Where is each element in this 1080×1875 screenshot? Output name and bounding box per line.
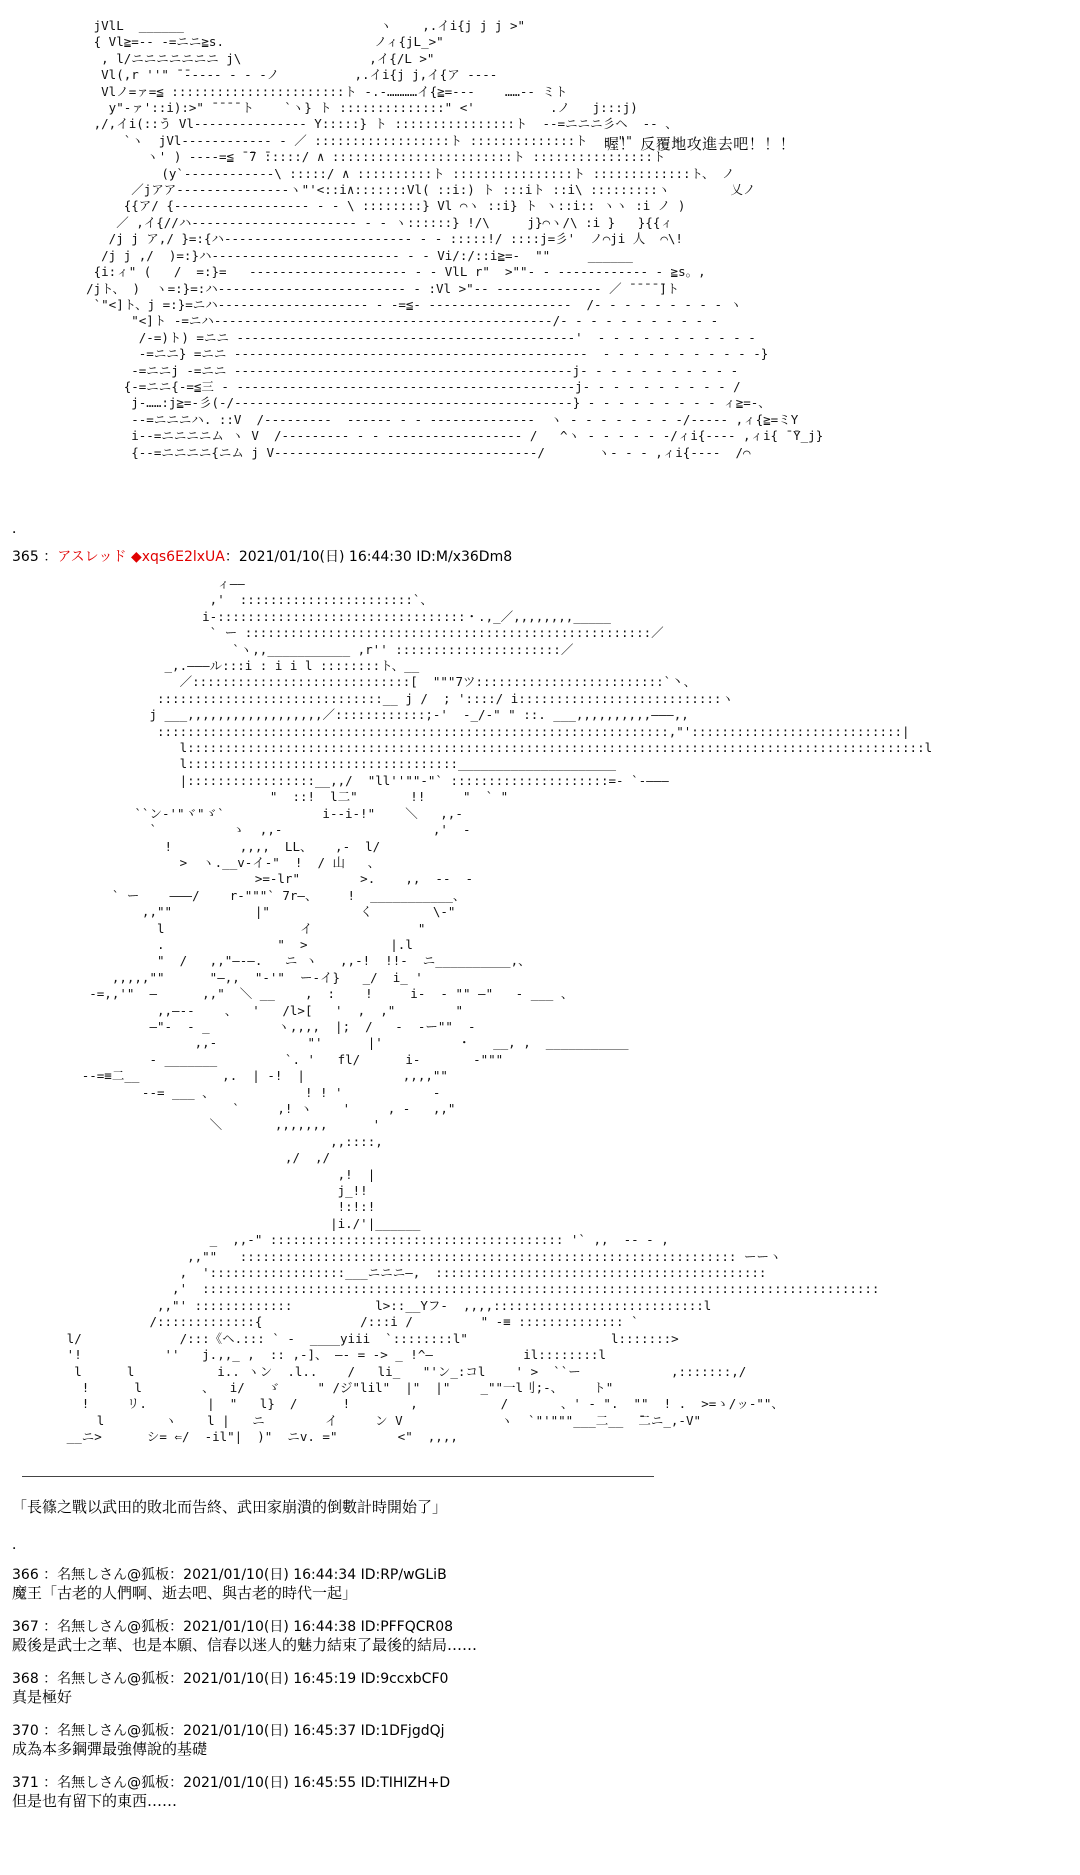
post-number: 365 xyxy=(12,549,39,565)
post-body-368: 真是極好 xyxy=(12,1688,73,1706)
post-body-366: 魔王「古老的人們啊、逝去吧、與古老的時代一起」 xyxy=(12,1584,358,1602)
post-header-370: 370 ：名無しさん@狐板：2021/01/10(日) 16:45:37 ID:1DFjgdQj xyxy=(12,1723,445,1739)
post-id: ID:M/x36Dm8 xyxy=(416,549,513,565)
divider-line xyxy=(22,1476,654,1477)
post-body-371: 但是也有留下的東西…… xyxy=(12,1792,178,1810)
art-shout-text: 喔！ 反覆地攻進去吧！！！ xyxy=(604,135,796,153)
post-body-367: 殿後是武士之華、也是本願、信春以迷人的魅力結束了最後的結局…… xyxy=(12,1636,478,1654)
post-header-371: 371 ：名無しさん@狐板：2021/01/10(日) 16:45:55 ID:TIHIZH+D xyxy=(12,1775,451,1791)
separator-dot: ． xyxy=(12,521,26,537)
post-header-365: 365 ：アスレッド ◆xqs6E2lxUA：2021/01/10(日) 16:44:30 ID:M/x36Dm8 xyxy=(12,549,513,565)
ascii-art-dissolving-figure: ィ—— ,' :::::::::::::::::::::::`、 i-:::::::::::::::::::::::::::::::::・.,_／,,,,,,,,_____ ` ー ::::::::::::::::::::::::::::::::::::::::::::::::::::::／ `ヽ,,___________ ,r'' ::::::::::::::::::::::／ _,.———ル:::i : i i l ::::::::ト、__ ／:::::::::::::::::::::::::::::[ """7ツ:::::::::::::::::::::::::`丶、 ::::::::::::::::::::::::::::::__ j / ; '::::/ i:::::::::::::::::::::::::::ヽ j ___,,,,,,,,,,,,,,,,,,／::::::::::::;-' -_/-" " ::. ___,,,,,,,,,,———,, ::::::::::::::::::::::::::::::::::::::::::::::::::::::::::::::::::::,"'::::::::::::::::::::::::::::| l::::::::::::::::::::::::::::::::::::::::::::::::::::::::::::::::::::::::::::::::::::::::::::::::::l l::::::::::::::::::::::::::::::::::::_____________________ |:::::::::::::::::__,,/ "ll''""-"` :::::::::::::::::::::=- `-——— " ::! l二" !! " ` " ``ン-'"ヾ"ゞ` i--i-!" ＼ ,,- ` ゝ ,,- ,' - ! ,,,, LL、 ,- l/ > ヽ.__v-イ-" ! / 山 、 >=-lr" >. ,, -- - ` ー ———/ r-"""` 7r—、 ! ___________、 ,,"" |" く \-" l イ " . " > |.l " / ,,"—-—. ニ ヽ ,,-! !!- ニ__________,、 ,,,,,"" "—,, "-'" ー-イ} _/ i_ ' -=,,'" — ,," ＼ __ , : ! i- - "" —" - ___ 、 ,,—-- 、 ' /l>[ ' , ," " —"- - _ ヽ,,,, |; / - -ー"" - ,,- "' |' ・ __, , ___________ - _______ `. ' fl/ i- -""" --=≡二__ ,. | -! | ,,,,"" --= ___ 、 ! ! ' - ` ,! ヽ ' , - ,," ＼ ,,,,,,, ' ,,::::, ,/ ,/ ,! | j_!! !:!:! |i./'|______ _ ,,-" ::::::::::::::::::::::::::::::::::::::: '` ,, -- - , ,,"" :::::::::::::::::::::::::::::::::::::::::::::::::::::::::::::::::: ーーヽ , '::::::::::::::::::___ニニニ—, :::::::::::::::::::::::::::::::::::::::::::: ,' :::::::::::::::::::::::::::::::::::::::::::::::::::::::::::::::::::::::::::::::::::::::::: ,,"' ::::::::::::: l>::__Yフ- ,,,,::::::::::::::::::::::::::::l /:::::::::::::{ /:::i / " -≡ :::::::::::::: ` l/ /:::《ヘ.::: ` - ____yiii `::::::::l" l:::::::> '! '' j.,,_ , :: ,-]、 —- = -> _ !^— il::::::::l l l i.. ヽン .l.. / li_ "'ン_:コl ' > ``ー ,:::::::,/ ! l 、 i/ ゞ " /ジ"lil" |" |" _""一l刂;-、 ト" ! リ. | " l} / ! , / 、' - ". "" ! . >=ゝ/ッ-""、 l ヽ l | ニ イ ン V ヽ `"'"""___二__ ̄二ニ_,-V" __ニ> シ= ⇐/ -il"| )" ニv. =" <" ,,,, xyxy=(66,576,933,1445)
post-separator: ： xyxy=(43,549,58,565)
poster-name[interactable]: アスレッド xyxy=(57,549,127,565)
separator-dot: ． xyxy=(12,1537,26,1553)
post-body-370: 成為本多鋼彈最強傳說的基礎 xyxy=(12,1740,208,1758)
post-date: 2021/01/10(日) 16:44:30 xyxy=(238,549,412,565)
narration-caption: 「長篠之戰以武田的敗北而告終、武田家崩潰的倒數計時開始了」 xyxy=(12,1498,448,1516)
post-header-366: 366 ：名無しさん@狐板：2021/01/10(日) 16:44:34 ID:RP/wGLiB xyxy=(12,1567,447,1583)
post-header-367: 367 ：名無しさん@狐板：2021/01/10(日) 16:44:38 ID:PFFQCR08 xyxy=(12,1619,454,1635)
poster-trip: ◆xqs6E2lxUA xyxy=(130,549,225,565)
post-header-368: 368 ：名無しさん@狐板：2021/01/10(日) 16:45:19 ID:9ccxbCF0 xyxy=(12,1671,449,1687)
ascii-art-armored-warrior: jVlL ______ ヽ ,.イi{j j j >" { Vl≧=-- -=ニニ≧s. ノィ{jL_>" , l/ニニニニニニニ j\ ,イ{/L >" Vl(,r ''" ̄ ̄----- - - -ノ ,.イi{j j,イ{ア ---- Vlノ=ァ=≦ :::::::::::::::::::::::ト -.-…………イ{≧=--- ……-- ミト y"-ァ'::i):>" ̄ ̄ ̄ ̄ ト `ヽ} ト ::::::::::::::" <' .ノ j:::j) ,/,イi(::う Vl--------------- Y:::::} ト ::::::::::::::::ト --=ニニニ彡ヘ -- 、 `ヽ jVl------------ - ／ ::::::::::::::::::ト ::::::::::::::ト --"" ヽ ヽ' ) ----=≦ ̄ ̄7 ̄:::::/ ∧ ::::::::::::::::::::::::ト ::::::::::::::::ト (y`------------\ :::::/ ∧ ::::::::::ト ::::::::::::::::ト :::::::::::::ト、 ノ ／jアア---------------ヽ"'<::i∧:::::::Vl( ::i:) ト :::iト ::i\ :::::::::ヽ 乂ノ {{ア/ {------------------ - - \ ::::::::} Vl ⌒ヽ ::i} ト ヽ::i:: ヽヽ :i ノ ) ／ ,イ{//ハ---------------------- - - ヽ::::::} !/\ j}⌒ヽ/\ :i } }{{ィ /j j ア,/ }=:{ハ------------------------- - - :::::!/ ::::j=彡' ノ⌒ji 人 ⌒\! /j j ,/ )=:}ハ------------------------- - - Vi/:/::i≧=- "" ______ {i:ィ" ( / =:}= --------------------- - - VlL r" >""- - ------------ - ≧s。, /jト、 ) ヽ=:}=:ハ------------------------- - :Vl >"-- -------------- ／ ̄ ̄ ̄ ̄ ̄]ト `"<]ト、j =:}=ニハ-------------------- - -=≦- ------------------- /- - - - - - - - - ヽ "<]ト -=ニハ---------------------------------------------/- - - - - - - - - - - /-=)ト) =ニニ ---------------------------------------------' - - - - - - - - - - - -=ニニ} =ニニ ----------------------------------------------- - - - - - - - - - - -} -=ニニj -=ニニ ---------------------------------------------j- - - - - - - - - - - {-=ニニ{-=≦三 - ---------------------------------------------j- - - - - - - - - - / j-……:j≧=-彡(-/---------------------------------------------} - - - - - - - - - ィ≧=-、 --=ニニニハ. ::V /--------- ------ - - -------------- ヽ - - - - - - - -/----- ,ィ{≧=ミY i--=ニニニニム ヽ V /--------- - - ------------------ / ^ヽ - - - - - -/ィi{---- ,ィi{ ̄ ̄Y_j} {--=ニニニニ{ニム j V-----------------------------------/ ヽ- - - ,ィi{---- /⌒ xyxy=(86,18,824,460)
